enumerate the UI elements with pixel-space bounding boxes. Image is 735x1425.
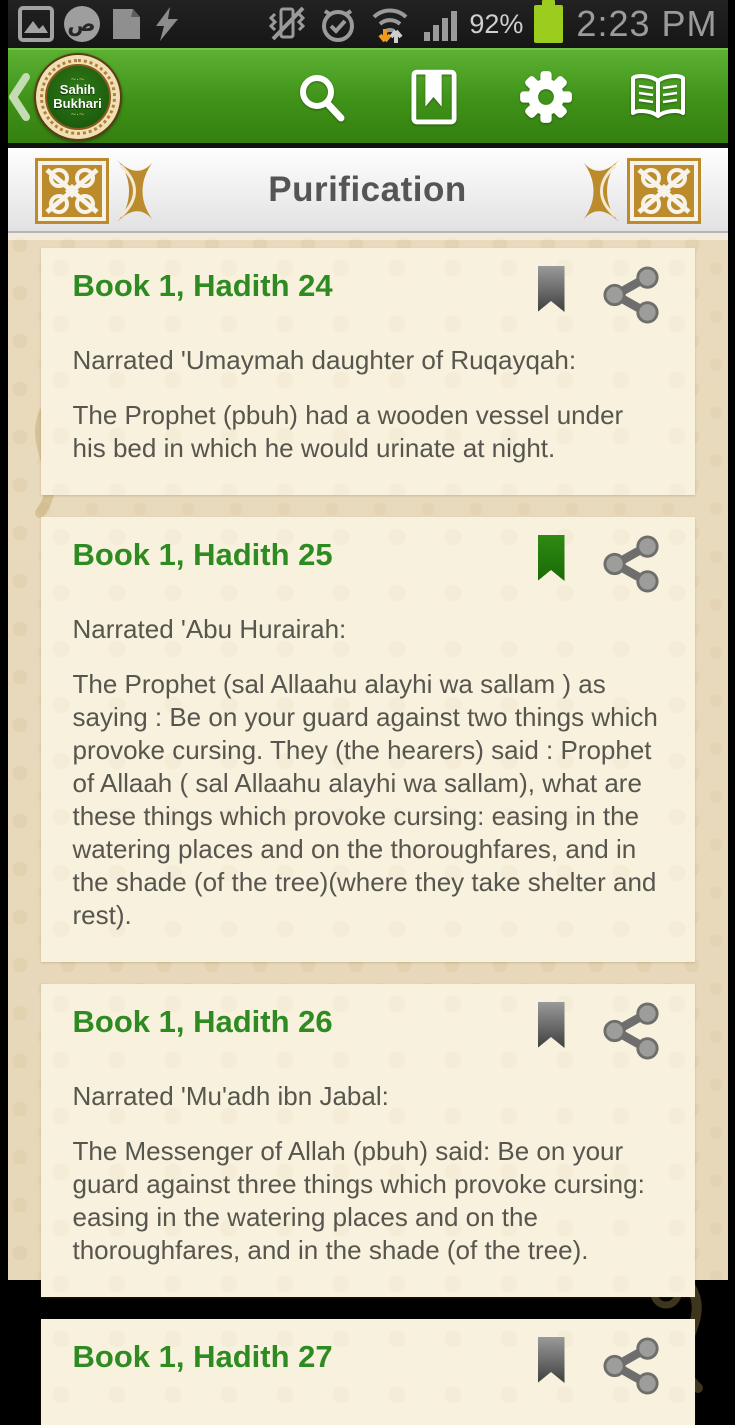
app-circle-icon [64, 6, 100, 42]
hadith-text: The Prophet (pbuh) had a wooden vessel under his bed in which he would urinate at night. [73, 399, 663, 465]
hadith-list[interactable] [8, 233, 728, 1280]
back-icon [8, 71, 32, 123]
share-icon[interactable] [601, 1002, 663, 1060]
note-icon [110, 7, 142, 41]
flash-icon [152, 6, 182, 42]
battery-icon [534, 5, 563, 43]
battery-percent: 92% [469, 9, 523, 40]
settings-button[interactable] [490, 49, 602, 144]
wifi-traffic-icon [367, 3, 413, 45]
hadith-card[interactable] [41, 984, 695, 1297]
logo-ring [40, 59, 116, 135]
hadith-title: Book 1, Hadith 26 [73, 1002, 528, 1042]
hadith-title: Book 1, Hadith 27 [73, 1337, 528, 1377]
app-circle-glyph: ص [67, 12, 95, 37]
logo-ornament-top: ~·~ [71, 76, 85, 83]
book-view-button[interactable] [602, 49, 714, 144]
bookmark-icon[interactable] [538, 266, 565, 312]
settings-gear-icon [519, 70, 573, 124]
logo-text-line1: Sahih [60, 83, 95, 97]
share-icon[interactable] [601, 1337, 663, 1395]
ornament-right [566, 158, 714, 224]
bookmark-icon[interactable] [538, 1337, 565, 1383]
search-icon [295, 70, 349, 124]
app-bar [8, 48, 728, 143]
open-book-icon [629, 73, 687, 121]
list-top-highlight [8, 233, 728, 240]
clock: 2:23 PM [576, 3, 717, 45]
share-icon[interactable] [601, 535, 663, 593]
share-icon[interactable] [601, 266, 663, 324]
hadith-narrator: Narrated 'Umaymah daughter of Ruqayqah: [73, 344, 663, 377]
hadith-text: The Prophet (sal Allaahu alayhi wa sallam ) as saying : Be on your guard against two things which provoke cursing. They (the hearers) said : Prophet of Allaah ( sal Allaahu alayhi wa sallam), what are these things which provoke cursing: easing in the watering places and on the thoroughfares, and in the shade (of the tree)(where they take shelter and rest). [73, 668, 663, 932]
hadith-card[interactable] [41, 1319, 695, 1425]
vibrate-muted-icon [265, 4, 309, 44]
hadith-narrator: Narrated 'Abu Hurairah: [73, 613, 663, 646]
bookmarks-button[interactable] [378, 49, 490, 144]
logo-ornament-bottom: ~·~ [71, 111, 85, 118]
ornament-left [22, 158, 170, 224]
alarm-icon [318, 4, 358, 44]
signal-icon [422, 6, 460, 42]
search-button[interactable] [266, 49, 378, 144]
chapter-bar [8, 148, 728, 233]
hadith-card[interactable] [41, 248, 695, 495]
bookmark-page-icon [411, 69, 457, 125]
status-bar [8, 0, 728, 48]
bookmark-icon-active[interactable] [538, 535, 565, 581]
phone-screen [8, 0, 728, 1280]
hadith-title: Book 1, Hadith 25 [73, 535, 528, 575]
app-logo[interactable] [34, 53, 122, 141]
logo-text-line2: Bukhari [53, 97, 101, 111]
hadith-card[interactable] [41, 517, 695, 962]
gallery-icon [18, 6, 54, 42]
hadith-title: Book 1, Hadith 24 [73, 266, 528, 306]
hadith-narrator: Narrated 'Mu'adh ibn Jabal: [73, 1080, 663, 1113]
back-button[interactable] [8, 62, 34, 132]
chapter-title: Purification [268, 170, 467, 210]
hadith-text: The Messenger of Allah (pbuh) said: Be on your guard against three things which provoke cursing: easing in the watering places and on the thoroughfares, and in the shade (of the tree). [73, 1135, 663, 1267]
bookmark-icon[interactable] [538, 1002, 565, 1048]
